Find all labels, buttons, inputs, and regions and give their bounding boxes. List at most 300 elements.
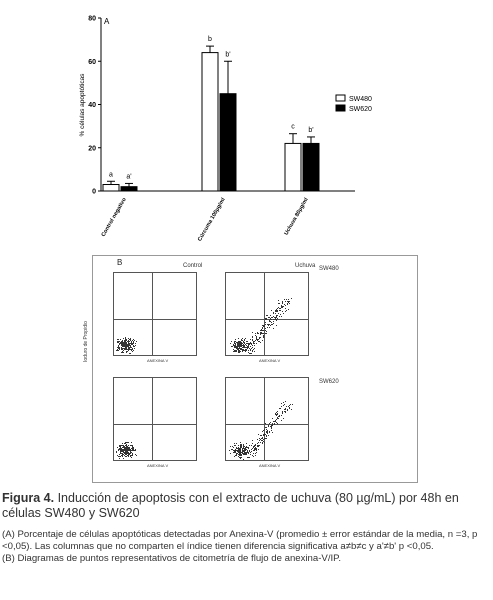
event-dot	[130, 445, 131, 446]
event-dot	[131, 342, 132, 343]
event-dot	[117, 447, 118, 448]
event-dot	[255, 453, 256, 454]
panel-a-label: A	[104, 17, 110, 26]
event-dot	[121, 347, 122, 348]
event-dot	[280, 408, 281, 409]
event-dot	[273, 328, 274, 329]
event-dot	[253, 456, 254, 457]
event-dot	[263, 441, 264, 442]
event-dot	[265, 328, 266, 329]
event-dot	[244, 350, 245, 351]
category-label: Control negativo	[100, 197, 128, 238]
event-dot	[126, 348, 127, 349]
event-dot	[271, 317, 272, 318]
event-dot	[253, 343, 254, 344]
event-dot	[231, 449, 232, 450]
event-dot	[278, 418, 279, 419]
event-dot	[260, 342, 261, 343]
event-dot	[251, 353, 252, 354]
event-dot	[254, 351, 255, 352]
event-dot	[128, 338, 129, 339]
column-uchuva-label: Uchuva	[295, 263, 316, 269]
event-dot	[265, 333, 266, 334]
event-dot	[246, 449, 247, 450]
event-dot	[279, 303, 280, 304]
dotplot-sw480-control	[113, 272, 197, 356]
event-dot	[120, 343, 121, 344]
event-dot	[241, 457, 242, 458]
quadrant-horizontal-gate	[226, 424, 308, 425]
event-dot	[276, 310, 277, 311]
event-dot	[235, 344, 236, 345]
event-dot	[132, 454, 133, 455]
event-dot	[289, 303, 290, 304]
event-dot	[129, 454, 130, 455]
event-dot	[118, 350, 119, 351]
event-dot	[274, 424, 275, 425]
event-dot	[238, 343, 239, 344]
event-dot	[285, 308, 286, 309]
event-dot	[242, 338, 243, 339]
event-dot	[248, 448, 249, 449]
event-dot	[271, 322, 272, 323]
event-dot	[128, 442, 129, 443]
event-dot	[247, 343, 248, 344]
event-dot	[269, 432, 270, 433]
annexin-axis-label-3: ANEXINA V	[147, 463, 169, 468]
event-dot	[250, 342, 251, 343]
event-dot	[291, 298, 292, 299]
propidium-iodide-axis-label: Ioduro de Propidio	[83, 321, 89, 362]
event-dot	[237, 451, 238, 452]
event-dot	[130, 338, 131, 339]
event-dot	[243, 451, 244, 452]
event-dot	[123, 346, 124, 347]
panel-b-label: B	[117, 258, 123, 267]
event-dot	[135, 450, 136, 451]
event-dot	[240, 349, 241, 350]
event-dot	[234, 456, 235, 457]
event-dot	[121, 445, 122, 446]
event-dot	[239, 348, 240, 349]
event-dot	[246, 453, 247, 454]
event-dot	[276, 319, 277, 320]
event-dot	[244, 452, 245, 453]
event-dot	[241, 452, 242, 453]
event-dot	[277, 423, 278, 424]
event-dot	[243, 454, 244, 455]
event-dot	[125, 340, 126, 341]
event-dot	[236, 448, 237, 449]
event-dot	[271, 310, 272, 311]
quadrant-vertical-gate	[152, 273, 153, 355]
event-dot	[258, 341, 259, 342]
event-dot	[243, 444, 244, 445]
event-dot	[261, 435, 262, 436]
event-dot	[247, 450, 248, 451]
event-dot	[124, 443, 125, 444]
event-dot	[257, 339, 258, 340]
event-dot	[242, 350, 243, 351]
quadrant-horizontal-gate	[114, 424, 196, 425]
annexin-axis-label-1: ANEXINA V	[147, 358, 169, 363]
event-dot	[268, 426, 269, 427]
event-dot	[129, 449, 130, 450]
event-dot	[264, 325, 265, 326]
event-dot	[269, 327, 270, 328]
event-dot	[116, 350, 117, 351]
flow-cytometry-panel	[83, 255, 418, 483]
event-dot	[234, 347, 235, 348]
event-dot	[257, 439, 258, 440]
event-dot	[280, 314, 281, 315]
event-dot	[289, 407, 290, 408]
event-dot	[263, 430, 264, 431]
event-dot	[136, 455, 137, 456]
event-dot	[265, 322, 266, 323]
event-dot	[252, 345, 253, 346]
annexin-axis-label-2: ANEXINA V	[259, 358, 281, 363]
event-dot	[266, 318, 267, 319]
event-dot	[239, 352, 240, 353]
row-sw480-label: SW480	[319, 266, 339, 272]
event-dot	[238, 454, 239, 455]
event-dot	[235, 451, 236, 452]
event-dot	[122, 443, 123, 444]
event-dot	[232, 346, 233, 347]
event-dot	[262, 443, 263, 444]
event-dot	[121, 341, 122, 342]
event-dot	[248, 457, 249, 458]
event-dot	[249, 353, 250, 354]
event-dot	[262, 431, 263, 432]
event-dot	[122, 344, 123, 345]
event-dot	[233, 447, 234, 448]
event-dot	[245, 349, 246, 350]
quadrant-vertical-gate	[264, 378, 265, 460]
event-dot	[265, 438, 266, 439]
event-dot	[231, 341, 232, 342]
event-dot	[248, 352, 249, 353]
apoptosis-bar-chart	[0, 0, 493, 250]
dotplot-sw620-uchuva	[225, 377, 309, 461]
event-dot	[123, 352, 124, 353]
category-label: Cúrcuma 100µg/ml	[197, 197, 227, 243]
event-dot	[287, 409, 288, 410]
event-dot	[264, 433, 265, 434]
event-dot	[269, 321, 270, 322]
event-dot	[289, 408, 290, 409]
event-dot	[132, 453, 133, 454]
column-control-label: Control	[183, 263, 203, 269]
event-dot	[131, 442, 132, 443]
event-dot	[252, 339, 253, 340]
dotplot-sw480-uchuva	[225, 272, 309, 356]
event-dot	[253, 453, 254, 454]
event-dot	[260, 337, 261, 338]
event-dot	[235, 351, 236, 352]
event-dot	[271, 428, 272, 429]
event-dot	[122, 341, 123, 342]
event-dot	[131, 452, 132, 453]
event-dot	[285, 412, 286, 413]
event-dot	[244, 339, 245, 340]
event-dot	[264, 326, 265, 327]
event-dot	[235, 449, 236, 450]
event-dot	[278, 300, 279, 301]
event-dot	[270, 325, 271, 326]
event-dot	[117, 349, 118, 350]
event-dot	[236, 443, 237, 444]
event-dot	[278, 416, 279, 417]
event-dot	[262, 340, 263, 341]
event-dot	[123, 458, 124, 459]
event-dot	[240, 345, 241, 346]
event-dot	[243, 344, 244, 345]
event-dot	[134, 348, 135, 349]
bar-sw620	[121, 187, 137, 191]
event-dot	[260, 439, 261, 440]
event-dot	[273, 313, 274, 314]
event-dot	[131, 350, 132, 351]
y-tick-label: 60	[88, 58, 96, 66]
category-label: Uchuva 80µg/ml	[283, 197, 310, 237]
event-dot	[285, 401, 286, 402]
event-dot	[250, 454, 251, 455]
event-dot	[244, 450, 245, 451]
event-dot	[240, 442, 241, 443]
event-dot	[281, 420, 282, 421]
event-dot	[264, 442, 265, 443]
event-dot	[265, 423, 266, 424]
event-dot	[264, 434, 265, 435]
significance-letter: a	[109, 171, 113, 179]
event-dot	[127, 349, 128, 350]
event-dot	[288, 302, 289, 303]
event-dot	[132, 445, 133, 446]
event-dot	[260, 435, 261, 436]
event-dot	[234, 346, 235, 347]
bar-sw620	[220, 94, 236, 191]
event-dot	[268, 435, 269, 436]
legend-label-sw620: SW620	[349, 106, 372, 113]
event-dot	[277, 318, 278, 319]
bar-sw480	[103, 185, 119, 191]
event-dot	[242, 449, 243, 450]
event-dot	[132, 351, 133, 352]
figure-number: Figura 4.	[2, 491, 55, 505]
event-dot	[240, 455, 241, 456]
event-dot	[255, 455, 256, 456]
event-dot	[130, 353, 131, 354]
event-dot	[275, 318, 276, 319]
event-dot	[122, 351, 123, 352]
event-dot	[285, 301, 286, 302]
figure-caption	[2, 491, 492, 565]
event-dot	[127, 351, 128, 352]
bar-sw620	[303, 143, 319, 191]
event-dot	[229, 450, 230, 451]
event-dot	[125, 453, 126, 454]
event-dot	[239, 451, 240, 452]
event-dot	[230, 453, 231, 454]
event-dot	[282, 412, 283, 413]
event-dot	[283, 418, 284, 419]
event-dot	[284, 409, 285, 410]
event-dot	[286, 406, 287, 407]
event-dot	[281, 415, 282, 416]
legend-swatch-sw620	[336, 105, 345, 111]
event-dot	[254, 446, 255, 447]
event-dot	[252, 332, 253, 333]
event-dot	[129, 453, 130, 454]
event-dot	[282, 301, 283, 302]
event-dot	[288, 301, 289, 302]
event-dot	[123, 454, 124, 455]
event-dot	[249, 445, 250, 446]
event-dot	[235, 350, 236, 351]
event-dot	[122, 455, 123, 456]
event-dot	[291, 409, 292, 410]
event-dot	[134, 346, 135, 347]
event-dot	[240, 448, 241, 449]
event-dot	[121, 450, 122, 451]
event-dot	[121, 349, 122, 350]
figure-title	[2, 491, 492, 521]
event-dot	[241, 447, 242, 448]
event-dot	[245, 351, 246, 352]
event-dot	[236, 447, 237, 448]
event-dot	[133, 343, 134, 344]
event-dot	[134, 450, 135, 451]
event-dot	[125, 349, 126, 350]
event-dot	[135, 345, 136, 346]
event-dot	[127, 442, 128, 443]
event-dot	[241, 339, 242, 340]
event-dot	[117, 339, 118, 340]
event-dot	[246, 443, 247, 444]
event-dot	[278, 313, 279, 314]
quadrant-vertical-gate	[264, 273, 265, 355]
event-dot	[276, 320, 277, 321]
event-dot	[126, 352, 127, 353]
event-dot	[236, 450, 237, 451]
event-dot	[248, 452, 249, 453]
event-dot	[136, 341, 137, 342]
event-dot	[288, 309, 289, 310]
event-dot	[120, 453, 121, 454]
event-dot	[279, 316, 280, 317]
significance-letter: b	[208, 36, 212, 44]
event-dot	[262, 438, 263, 439]
event-dot	[232, 446, 233, 447]
bar-sw480	[285, 143, 301, 191]
dotplot-sw620-control	[113, 377, 197, 461]
event-dot	[256, 338, 257, 339]
event-dot	[131, 450, 132, 451]
event-dot	[259, 445, 260, 446]
event-dot	[271, 427, 272, 428]
event-dot	[123, 338, 124, 339]
event-dot	[256, 343, 257, 344]
event-dot	[243, 347, 244, 348]
event-dot	[286, 299, 287, 300]
event-dot	[116, 452, 117, 453]
event-dot	[245, 338, 246, 339]
event-dot	[270, 422, 271, 423]
event-dot	[258, 442, 259, 443]
significance-letter: c	[291, 123, 295, 131]
event-dot	[273, 323, 274, 324]
row-sw620-label: SW620	[319, 379, 339, 385]
event-dot	[252, 440, 253, 441]
event-dot	[283, 402, 284, 403]
event-dot	[126, 344, 127, 345]
event-dot	[260, 442, 261, 443]
event-dot	[252, 340, 253, 341]
event-dot	[131, 448, 132, 449]
event-dot	[287, 304, 288, 305]
event-dot	[284, 299, 285, 300]
event-dot	[253, 446, 254, 447]
event-dot	[130, 349, 131, 350]
event-dot	[243, 349, 244, 350]
annexin-axis-label-4: ANEXINA V	[259, 463, 281, 468]
event-dot	[281, 406, 282, 407]
event-dot	[134, 340, 135, 341]
event-dot	[266, 429, 267, 430]
event-dot	[272, 324, 273, 325]
event-dot	[127, 452, 128, 453]
event-dot	[287, 410, 288, 411]
event-dot	[283, 405, 284, 406]
event-dot	[292, 404, 293, 405]
caption-panel-a: (A) Porcentaje de células apoptóticas detectadas por Anexina-V (promedio ± error estándar de la media, n =3, p <0,05). Las columnas que no comparten el índice tienen diferencia significativa a≠b≠c y a'≠b' p <0,05.	[2, 529, 478, 552]
event-dot	[248, 345, 249, 346]
event-dot	[271, 430, 272, 431]
legend-swatch-sw480	[336, 95, 345, 101]
event-dot	[131, 457, 132, 458]
event-dot	[286, 310, 287, 311]
event-dot	[254, 450, 255, 451]
event-dot	[244, 340, 245, 341]
event-dot	[128, 456, 129, 457]
event-dot	[245, 347, 246, 348]
event-dot	[271, 425, 272, 426]
quadrant-horizontal-gate	[226, 319, 308, 320]
event-dot	[244, 454, 245, 455]
event-dot	[128, 345, 129, 346]
bar-sw480	[202, 53, 218, 191]
caption-panel-b: (B) Diagramas de puntos representativos de citometría de flujo de anexina-V/IP.	[2, 553, 341, 564]
event-dot	[276, 422, 277, 423]
event-dot	[263, 435, 264, 436]
y-tick-label: 20	[88, 145, 96, 153]
event-dot	[270, 318, 271, 319]
event-dot	[233, 452, 234, 453]
event-dot	[251, 451, 252, 452]
event-dot	[279, 310, 280, 311]
event-dot	[281, 316, 282, 317]
event-dot	[118, 345, 119, 346]
event-dot	[261, 333, 262, 334]
event-dot	[258, 339, 259, 340]
event-dot	[236, 347, 237, 348]
event-dot	[262, 442, 263, 443]
event-dot	[130, 345, 131, 346]
event-dot	[290, 404, 291, 405]
quadrant-horizontal-gate	[114, 319, 196, 320]
